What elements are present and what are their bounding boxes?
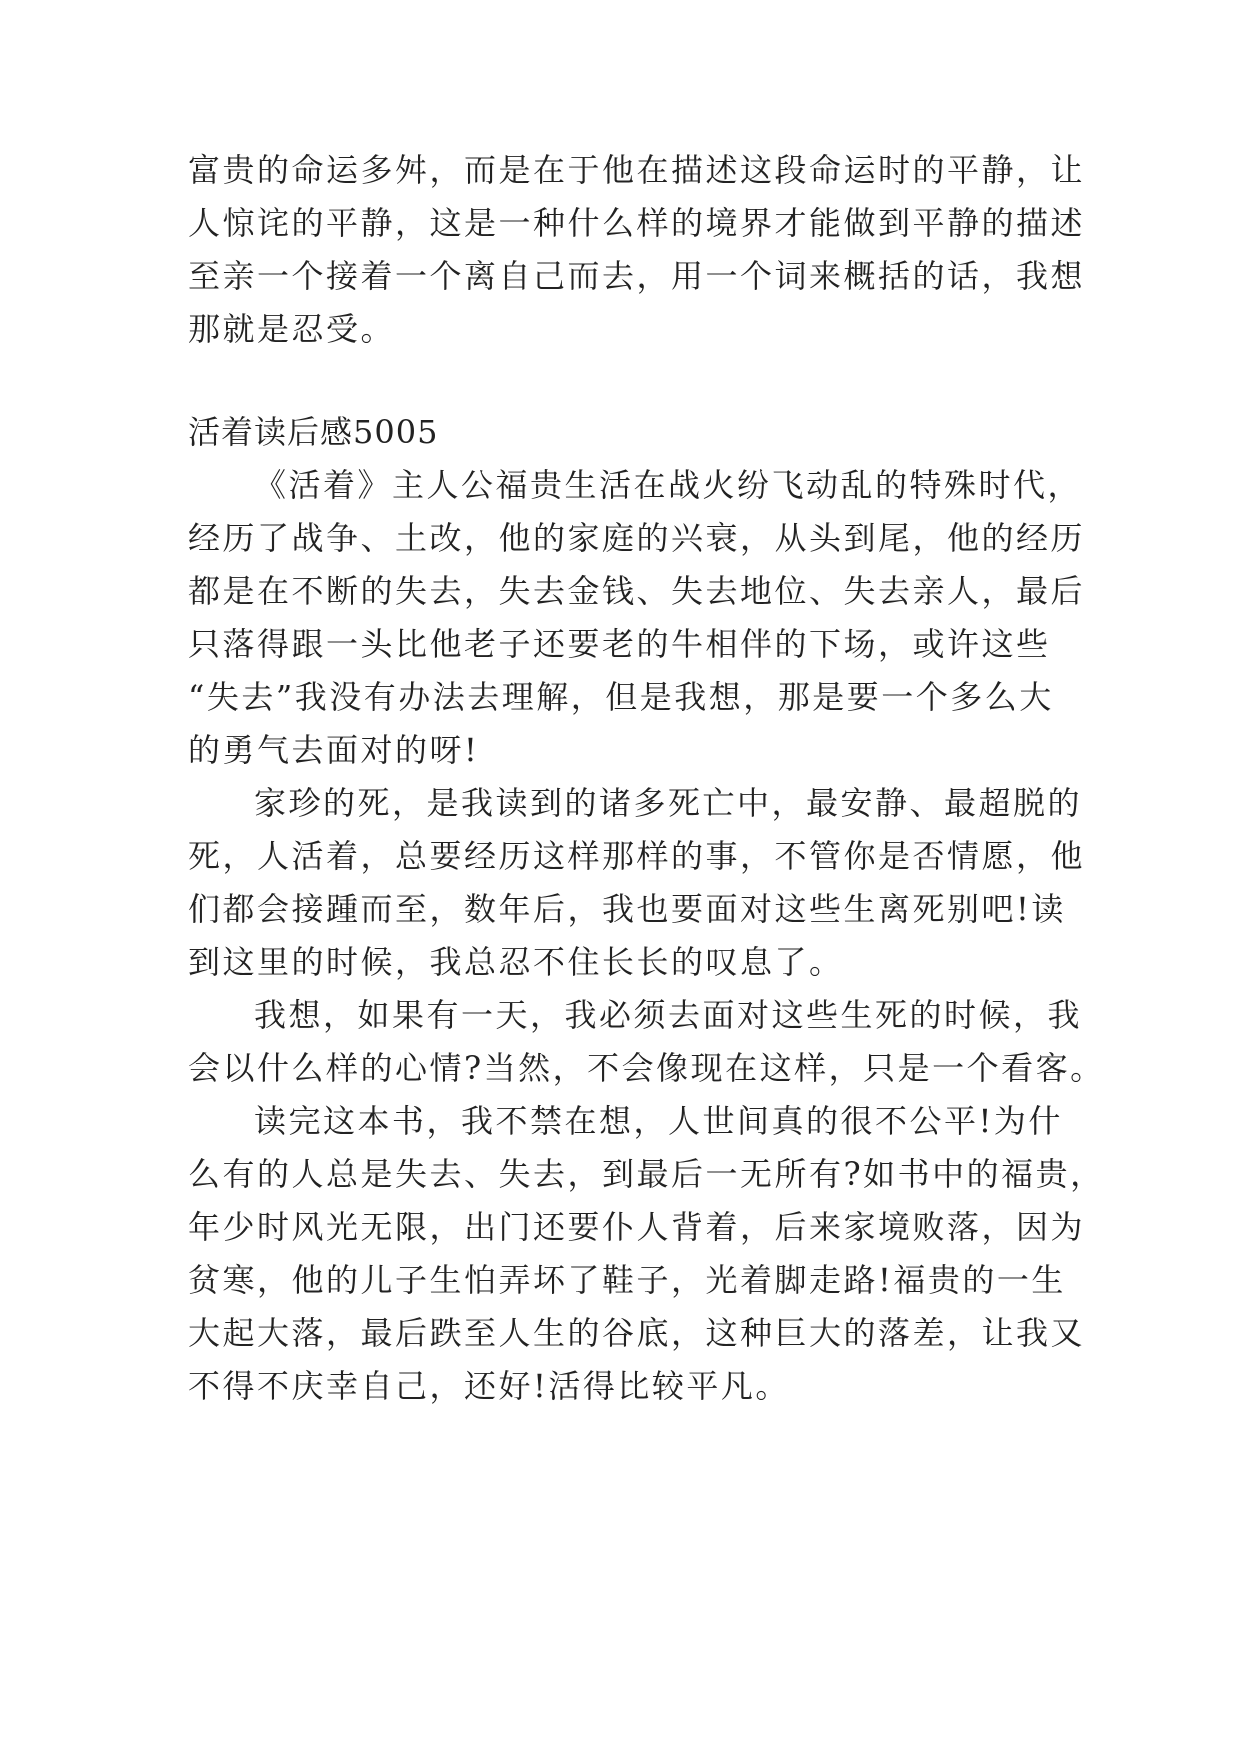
- text-line: 么有的人总是失去、失去，到最后一无所有?如书中的福贵，: [188, 1155, 1105, 1193]
- text-line: 死，人活着，总要经历这样那样的事，不管你是否情愿，他: [188, 837, 1086, 875]
- text-line: 大起大落，最后跌至人生的谷底，这种巨大的落差，让我又: [188, 1314, 1086, 1352]
- text-line: 到这里的时候，我总忍不住长长的叹息了。: [188, 943, 844, 981]
- text-line: 经历了战争、土改，他的家庭的兴衰，从头到尾，他的经历: [188, 519, 1086, 557]
- text-line: 不得不庆幸自己，还好!活得比较平凡。: [188, 1367, 790, 1405]
- text-line: 家珍的死，是我读到的诸多死亡中，最安静、最超脱的: [254, 784, 1083, 822]
- text-line: 贫寒，他的儿子生怕弄坏了鞋子，光着脚走路!福贵的一生: [188, 1261, 1066, 1299]
- text-line: 只落得跟一头比他老子还要老的牛相伴的下场，或许这些: [188, 625, 1051, 663]
- text-line: 的勇气去面对的呀!: [188, 731, 480, 769]
- text-line: 人惊诧的平静，这是一种什么样的境界才能做到平静的描述: [188, 204, 1086, 242]
- text-line: 会以什么样的心情?当然，不会像现在这样，只是一个看客。: [188, 1049, 1105, 1087]
- text-line: 那就是忍受。: [188, 310, 396, 348]
- text-line: 富贵的命运多舛，而是在于他在描述这段命运时的平静，让: [188, 151, 1086, 189]
- text-line: 读完这本书，我不禁在想，人世间真的很不公平!为什: [254, 1102, 1063, 1140]
- text-line: 至亲一个接着一个离自己而去，用一个词来概括的话，我想: [188, 257, 1086, 295]
- text-line: “失去”我没有办法去理解，但是我想，那是要一个多么大: [188, 678, 1054, 716]
- text-line: 年少时风光无限，出门还要仆人背着，后来家境败落，因为: [188, 1208, 1086, 1246]
- text-line: 我想，如果有一天，我必须去面对这些生死的时候，我: [254, 996, 1083, 1034]
- text-line: 都是在不断的失去，失去金钱、失去地位、失去亲人，最后: [188, 572, 1086, 610]
- text-line: 们都会接踵而至，数年后，我也要面对这些生离死别吧!读: [188, 890, 1066, 928]
- section-heading: 活着读后感5005: [188, 413, 439, 451]
- text-line: 《活着》主人公福贵生活在战火纷飞动乱的特殊时代，: [254, 466, 1083, 504]
